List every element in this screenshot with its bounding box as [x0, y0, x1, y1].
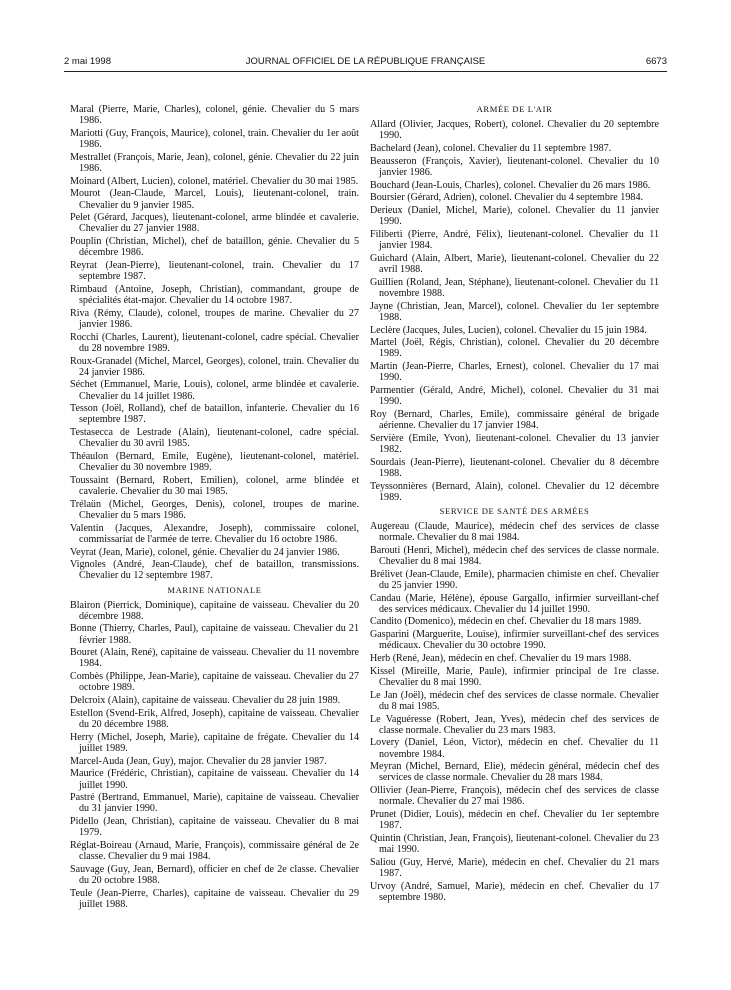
decoration-entry: Candito (Domenico), médecin en chef. Chevalier du 18 mars 1989. — [370, 616, 642, 628]
decoration-entry: Le Vaguéresse (Robert, Jean, Yves), médecin chef des services de classe normale. Chevalier du 23 mars 1983. — [370, 713, 659, 736]
decoration-entry: Blairon (Pierrick, Dominique), capitaine de vaisseau. Chevalier du 20 décembre 1988. — [70, 599, 359, 622]
decoration-entry: Roy (Bernard, Charles, Emile), commissaire général de brigade aérienne. Chevalier du 17 janvier 1984. — [370, 408, 659, 432]
decoration-entry: Bouchard (Jean-Louis, Charles), colonel. Chevalier du 26 mars 1986. — [370, 179, 651, 191]
decoration-entry: Martel (Joël, Régis, Christian), colonel. Chevalier du 20 décembre 1989. — [370, 337, 659, 360]
decoration-entry: Bonne (Thierry, Charles, Paul), capitaine de vaisseau. Chevalier du 21 février 1988. — [70, 623, 359, 646]
decoration-entry: Kissel (Mireille, Marie, Paule), infirmier principal de 1re classe. Chevalier du 8 mai 1990. — [370, 665, 659, 688]
decoration-entry: Moinard (Albert, Lucien), colonel, matériel. Chevalier du 30 mai 1985. — [70, 175, 359, 187]
decoration-entry: Allard (Olivier, Jacques, Robert), colonel. Chevalier du 20 septembre 1990. — [370, 119, 659, 142]
decoration-entry: Quintin (Christian, Jean, François), lieutenant-colonel. Chevalier du 23 mai 1990. — [370, 832, 659, 856]
decoration-entry: Vignoles (André, Jean-Claude), chef de bataillon, transmissions. Chevalier du 12 septembre 1987. — [70, 559, 359, 582]
decoration-entry: Martin (Jean-Pierre, Charles, Ernest), colonel. Chevalier du 17 mai 1990. — [370, 361, 659, 384]
decoration-entry: Saliou (Guy, Hervé, Marie), médecin en chef. Chevalier du 21 mars 1987. — [370, 856, 659, 879]
decoration-entry: Estellon (Svend-Erik, Alfred, Joseph), capitaine de vaisseau. Chevalier du 20 décembre 1988. — [70, 707, 359, 730]
decoration-entry: Maral (Pierre, Marie, Charles), colonel, génie. Chevalier du 5 mars 1986. — [70, 104, 359, 127]
decoration-entry: Pouplin (Christian, Michel), chef de bataillon, génie. Chevalier du 5 décembre 1986. — [70, 236, 359, 259]
decoration-entry: Urvoy (André, Samuel, Marie), médecin en chef. Chevalier du 17 septembre 1980. — [370, 880, 659, 903]
decoration-entry: Pidello (Jean, Christian), capitaine de vaisseau. Chevalier du 8 mai 1979. — [70, 816, 359, 839]
decoration-entry: Teyssonnières (Bernard, Alain), colonel. Chevalier du 12 décembre 1989. — [370, 480, 659, 503]
header-date: 2 mai 1998 — [64, 56, 112, 67]
decoration-entry: Toussaint (Bernard, Robert, Emilien), colonel, arme blindée et cavalerie. Chevalier du 30 mai 1985. — [70, 474, 359, 497]
section-heading: SERVICE DE SANTÉ DES ARMÉES — [439, 505, 590, 516]
decoration-entry: Riva (Rémy, Claude), colonel, troupes de marine. Chevalier du 27 janvier 1986. — [70, 307, 359, 330]
decoration-entry: Sourdais (Jean-Pierre), lieutenant-colonel. Chevalier du 8 décembre 1988. — [370, 456, 659, 479]
decoration-entry: Lovery (Daniel, Léon, Victor), médecin en chef. Chevalier du 11 novembre 1984. — [370, 737, 659, 760]
header-rule — [64, 71, 667, 72]
decoration-entry: Tesson (Joël, Rolland), chef de bataillon, infanterie. Chevalier du 16 septembre 1987. — [70, 403, 359, 426]
decoration-entry: Rimbaud (Antoine, Joseph, Christian), commandant, groupe de spécialités état-major. Chevalier du 14 octobre 1987. — [70, 283, 359, 306]
decoration-entry: Combès (Philippe, Jean-Marie), capitaine de vaisseau. Chevalier du 27 octobre 1989. — [70, 671, 359, 694]
section-heading: MARINE NATIONALE — [167, 584, 262, 595]
decoration-entry: Pastré (Bertrand, Emmanuel, Marie), capitaine de vaisseau. Chevalier du 31 janvier 1990. — [70, 792, 359, 815]
decoration-entry: Teule (Jean-Pierre, Charles), capitaine de vaisseau. Chevalier du 29 juillet 1988. — [70, 887, 359, 910]
decoration-entry: Parmentier (Gérald, André, Michel), colonel. Chevalier du 31 mai 1990. — [370, 385, 659, 408]
decoration-entry: Beausseron (François, Xavier), lieutenant-colonel. Chevalier du 10 janvier 1986. — [370, 155, 659, 178]
decoration-entry: Bachelard (Jean), colonel. Chevalier du 11 septembre 1987. — [370, 142, 612, 154]
decoration-entry: Ollivier (Jean-Pierre, François), médecin chef des services de classe normale. Chevalier du 27 mai 1986. — [370, 785, 659, 808]
decoration-entry: Testasecca de Lestrade (Alain), lieutenant-colonel, cadre spécial. Chevalier du 30 avril 1985. — [70, 427, 359, 450]
decoration-entry: Réglat-Boireau (Arnaud, Marie, François), commissaire général de 2e classe. Chevalier du 9 mai 1984. — [70, 840, 359, 863]
right-column — [370, 104, 659, 905]
decoration-entry: Barouti (Henri, Michel), médecin chef des services de classe normale. Chevalier du 8 mai 1984. — [370, 544, 659, 567]
section-heading: ARMÉE DE L'AIR — [476, 104, 553, 114]
decoration-entry: Séchet (Emmanuel, Marie, Louis), colonel, arme blindée et cavalerie. Chevalier du 14 juillet 1986. — [70, 379, 359, 402]
decoration-entry: Marcel-Auda (Jean, Guy), major. Chevalier du 28 janvier 1987. — [70, 755, 327, 767]
decoration-entry: Herry (Michel, Joseph, Marie), capitaine de frégate. Chevalier du 14 juillet 1989. — [70, 731, 359, 754]
decoration-entry: Maurice (Frédéric, Christian), capitaine de vaisseau. Chevalier du 14 juillet 1990. — [70, 768, 359, 791]
header-journal-title: JOURNAL OFFICIEL DE LA RÉPUBLIQUE FRANÇAISE — [245, 56, 486, 67]
left-column — [70, 104, 359, 912]
decoration-entry: Gasparini (Marguerite, Louise), infirmier surveillant-chef des services médicaux. Chevalier du 30 octobre 1990. — [370, 629, 659, 652]
decoration-entry: Veyrat (Jean, Marie), colonel, génie. Chevalier du 24 janvier 1986. — [70, 546, 340, 558]
decoration-entry: Servière (Emile, Yvon), lieutenant-colonel. Chevalier du 13 janvier 1982. — [370, 432, 659, 455]
decoration-entry: Jayne (Christian, Jean, Marcel), colonel. Chevalier du 1er septembre 1988. — [370, 300, 659, 323]
decoration-entry: Rocchi (Charles, Laurent), lieutenant-colonel, cadre spécial. Chevalier du 28 novembre 1989. — [70, 331, 359, 354]
decoration-entry: Bouret (Alain, René), capitaine de vaisseau. Chevalier du 11 novembre 1984. — [70, 647, 359, 670]
decoration-entry: Mariotti (Guy, François, Maurice), colonel, train. Chevalier du 1er août 1986. — [70, 127, 359, 150]
decoration-entry: Sauvage (Guy, Jean, Bernard), officier en chef de 2e classe. Chevalier du 20 octobre 1988. — [70, 863, 359, 886]
decoration-entry: Prunet (Didier, Louis), médecin en chef. Chevalier du 1er septembre 1987. — [370, 809, 659, 832]
decoration-entry: Trélaün (Michel, Georges, Denis), colonel, troupes de marine. Chevalier du 5 mars 1986. — [70, 498, 359, 521]
decoration-entry: Leclère (Jacques, Jules, Lucien), colonel. Chevalier du 15 juin 1984. — [370, 324, 647, 336]
page-header — [64, 56, 667, 70]
decoration-entry: Augereau (Claude, Maurice), médecin chef des services de classe normale. Chevalier du 8 mai 1984. — [370, 520, 659, 543]
decoration-entry: Mourot (Jean-Claude, Marcel, Louis), lieutenant-colonel, train. Chevalier du 9 janvier 1985. — [70, 188, 359, 211]
decoration-entry: Pelet (Gérard, Jacques), lieutenant-colonel, arme blindée et cavalerie. Chevalier du 27 janvier 1988. — [70, 212, 359, 235]
header-page-number: 6673 — [645, 56, 667, 67]
decoration-entry: Herb (René, Jean), médecin en chef. Chevalier du 19 mars 1988. — [370, 653, 632, 665]
decoration-entry: Boursier (Gérard, Adrien), colonel. Chevalier du 4 septembre 1984. — [370, 192, 644, 204]
decoration-entry: Filiberti (Pierre, André, Félix), lieutenant-colonel. Chevalier du 11 janvier 1984. — [370, 229, 659, 252]
decoration-entry: Brélivet (Jean-Claude, Emile), pharmacien chimiste en chef. Chevalier du 25 janvier 1990. — [370, 568, 659, 591]
decoration-entry: Reyrat (Jean-Pierre), lieutenant-colonel, train. Chevalier du 17 septembre 1987. — [70, 260, 359, 283]
decoration-entry: Delcroix (Alain), capitaine de vaisseau. Chevalier du 28 juin 1989. — [70, 695, 341, 707]
decoration-entry: Guichard (Alain, Albert, Marie), lieutenant-colonel. Chevalier du 22 avril 1988. — [370, 252, 659, 276]
decoration-entry: Mestrallet (François, Marie, Jean), colonel, génie. Chevalier du 22 juin 1986. — [70, 151, 359, 174]
decoration-entry: Roux-Granadel (Michel, Marcel, Georges), colonel, train. Chevalier du 24 janvier 1986. — [70, 355, 359, 378]
decoration-entry: Derieux (Daniel, Michel, Marie), colonel. Chevalier du 11 janvier 1990. — [370, 205, 659, 228]
decoration-entry: Meyran (Michel, Bernard, Elie), médecin général, médecin chef des services de classe normale. Chevalier du 28 mars 1984. — [370, 761, 659, 784]
decoration-entry: Valentin (Jacques, Alexandre, Joseph), commissaire colonel, commissariat de l'armée de terre. Chevalier du 16 octobre 1986. — [70, 522, 359, 545]
decoration-entry: Le Jan (Joël), médecin chef des services de classe normale. Chevalier du 8 mai 1985. — [370, 689, 659, 712]
decoration-entry: Guillien (Roland, Jean, Stéphane), lieutenant-colonel. Chevalier du 11 novembre 1988. — [370, 276, 659, 299]
decoration-entry: Candau (Marie, Hélène), épouse Gargallo, infirmier surveillant-chef des services médicaux. Chevalier du 14 juillet 1990. — [370, 592, 659, 615]
decoration-entry: Théaulon (Bernard, Emile, Eugène), lieutenant-colonel, matériel. Chevalier du 30 novembre 1989. — [70, 451, 359, 474]
